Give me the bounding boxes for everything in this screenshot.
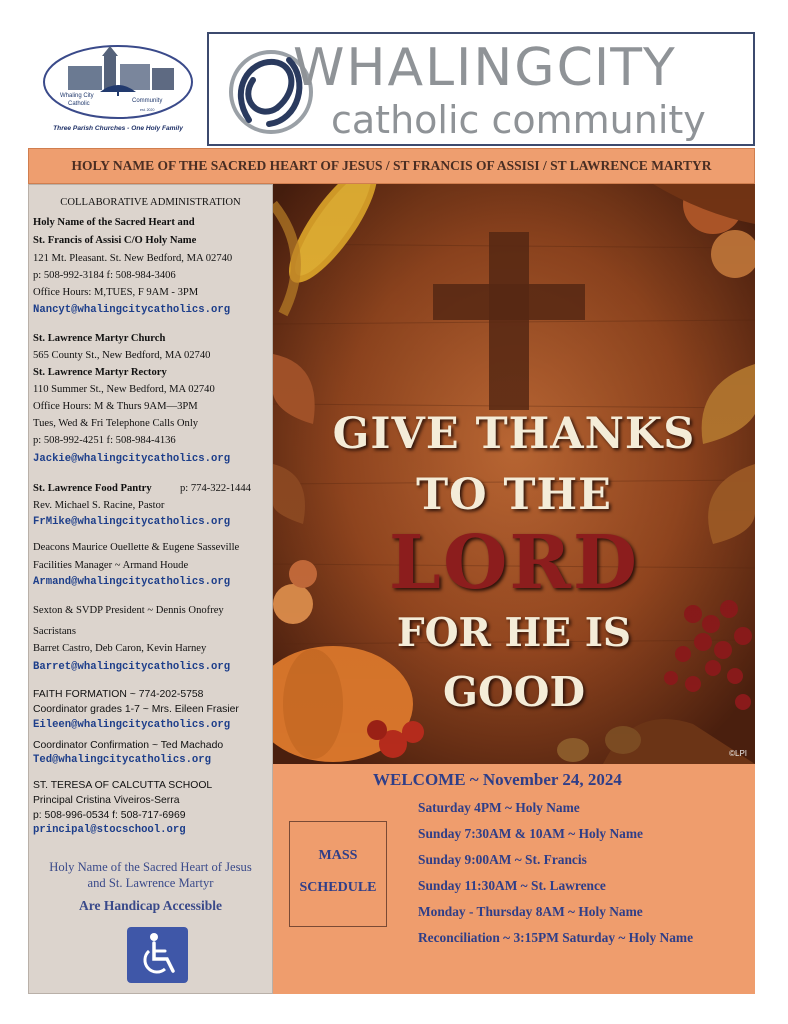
hero-line-give-thanks: GIVE THANKS bbox=[332, 409, 696, 459]
sacristans-names: Barret Castro, Deb Caron, Kevin Harney bbox=[33, 643, 207, 654]
school-title: ST. TERESA OF CALCUTTA SCHOOL bbox=[33, 780, 213, 791]
parish-names-banner: HOLY NAME OF THE SACRED HEART OF JESUS / ST FRANCIS OF ASSISI / ST LAWRENCE MARTYR bbox=[28, 148, 755, 184]
logo-line1: Whaling City bbox=[60, 93, 94, 99]
brand-banner bbox=[207, 32, 755, 146]
brand-title bbox=[293, 38, 676, 98]
holy-name-title-1: Holy Name of the Sacred Heart and bbox=[33, 217, 195, 228]
holy-name-email-link[interactable]: Nancyt@whalingcitycatholics.org bbox=[33, 304, 231, 316]
school-phone: p: 508-996-0534 f: 508-717-6969 bbox=[33, 810, 186, 821]
confirmation-email-link[interactable]: Ted@whalingcitycatholics.org bbox=[33, 754, 212, 766]
stl-church-address: 565 County St., New Bedford, MA 02740 bbox=[33, 350, 211, 361]
school-principal: Principal Cristina Viveiros-Serra bbox=[33, 795, 180, 806]
stl-hours-1: Office Hours: M & Thurs 9AM—3PM bbox=[33, 401, 198, 412]
faith-formation: FAITH FORMATION ~ 774-202-5758 bbox=[33, 689, 204, 700]
mass-schedule-panel bbox=[273, 764, 755, 994]
stl-church-title: St. Lawrence Martyr Church bbox=[33, 333, 166, 344]
logo-line2: Catholic bbox=[68, 101, 90, 107]
brand-title-city: CITY bbox=[556, 38, 676, 98]
facilities-email-link[interactable]: Armand@whalingcitycatholics.org bbox=[33, 576, 231, 588]
pantry-title: St. Lawrence Food Pantry bbox=[33, 483, 152, 494]
handicap-accessible-label: Are Handicap Accessible bbox=[79, 898, 222, 913]
contact-sidebar bbox=[28, 184, 273, 994]
faith-formation-coordinator: Coordinator grades 1-7 ~ Mrs. Eileen Frasier bbox=[33, 704, 239, 715]
holy-name-title-2: St. Francis of Assisi C/O Holy Name bbox=[33, 235, 197, 246]
hero-line-lord: LORD bbox=[388, 520, 640, 606]
deacons: Deacons Maurice Ouellette & Eugene Sasseville bbox=[33, 542, 240, 553]
welcome-date: WELCOME ~ November 24, 2024 bbox=[373, 770, 622, 789]
image-credit: ©LPI bbox=[729, 749, 747, 758]
accessible-churches-line2: and St. Lawrence Martyr bbox=[87, 876, 214, 890]
parish-logo bbox=[40, 44, 196, 136]
hero-line-good: GOOD bbox=[443, 668, 585, 716]
wheelchair-accessible-icon bbox=[127, 927, 188, 983]
confirmation-coordinator: Coordinator Confirmation ~ Ted Machado bbox=[33, 740, 224, 751]
logo-line3: Community bbox=[132, 98, 163, 104]
stl-hours-2: Tues, Wed & Fri Telephone Calls Only bbox=[33, 418, 199, 429]
schedule-item: Monday - Thursday 8AM ~ Holy Name bbox=[418, 904, 643, 919]
hero-line-for-he-is: FOR HE IS bbox=[396, 610, 632, 656]
mass-schedule-label-box bbox=[289, 821, 387, 927]
holy-name-address: 121 Mt. Pleasant. St. New Bedford, MA 02740 bbox=[33, 253, 233, 264]
sexton: Sexton & SVDP President ~ Dennis Onofrey bbox=[33, 605, 224, 616]
school-email-link[interactable]: principal@stocschool.org bbox=[33, 824, 186, 836]
schedule-item: Sunday 7:30AM & 10AM ~ Holy Name bbox=[418, 826, 643, 841]
schedule-item: Sunday 11:30AM ~ St. Lawrence bbox=[418, 878, 606, 893]
schedule-item: Sunday 9:00AM ~ St. Francis bbox=[418, 852, 587, 867]
faith-formation-email-link[interactable]: Eileen@whalingcitycatholics.org bbox=[33, 719, 231, 731]
schedule-label: SCHEDULE bbox=[299, 880, 377, 895]
sacristans-title: Sacristans bbox=[33, 626, 76, 637]
pastor-email-link[interactable]: FrMike@whalingcitycatholics.org bbox=[33, 516, 231, 528]
logo-est: est. 2020 bbox=[140, 108, 155, 112]
stl-rectory-address: 110 Summer St., New Bedford, MA 02740 bbox=[33, 384, 215, 395]
sacristans-email-link[interactable]: Barret@whalingcitycatholics.org bbox=[33, 661, 231, 673]
mass-label: MASS bbox=[318, 848, 358, 863]
accessible-churches-line1: Holy Name of the Sacred Heart of Jesus bbox=[49, 860, 252, 874]
facilities-manager: Facilities Manager ~ Armand Houde bbox=[33, 560, 189, 571]
logo-tagline: Three Parish Churches - One Holy Family bbox=[53, 125, 183, 132]
holy-name-hours: Office Hours: M,TUES, F 9AM - 3PM bbox=[33, 287, 199, 298]
stl-phone: p: 508-992-4251 f: 508-984-4136 bbox=[33, 435, 176, 446]
pastor-name: Rev. Michael S. Racine, Pastor bbox=[33, 500, 165, 511]
stl-email-link[interactable]: Jackie@whalingcitycatholics.org bbox=[33, 453, 231, 465]
brand-subtitle: catholic community bbox=[331, 98, 706, 142]
stl-rectory-title: St. Lawrence Martyr Rectory bbox=[33, 367, 167, 378]
schedule-item: Reconciliation ~ 3:15PM Saturday ~ Holy Name bbox=[418, 930, 694, 945]
sidebar-heading: COLLABORATIVE ADMINISTRATION bbox=[60, 197, 241, 208]
holy-name-phone: p: 508-992-3184 f: 508-984-3406 bbox=[33, 270, 176, 281]
thanksgiving-hero-image bbox=[273, 184, 755, 764]
brand-title-whaling: WHALING bbox=[293, 38, 557, 98]
pantry-phone: p: 774-322-1444 bbox=[180, 483, 251, 494]
schedule-item: Saturday 4PM ~ Holy Name bbox=[418, 800, 580, 815]
hero-line-to-the: TO THE bbox=[416, 470, 612, 520]
